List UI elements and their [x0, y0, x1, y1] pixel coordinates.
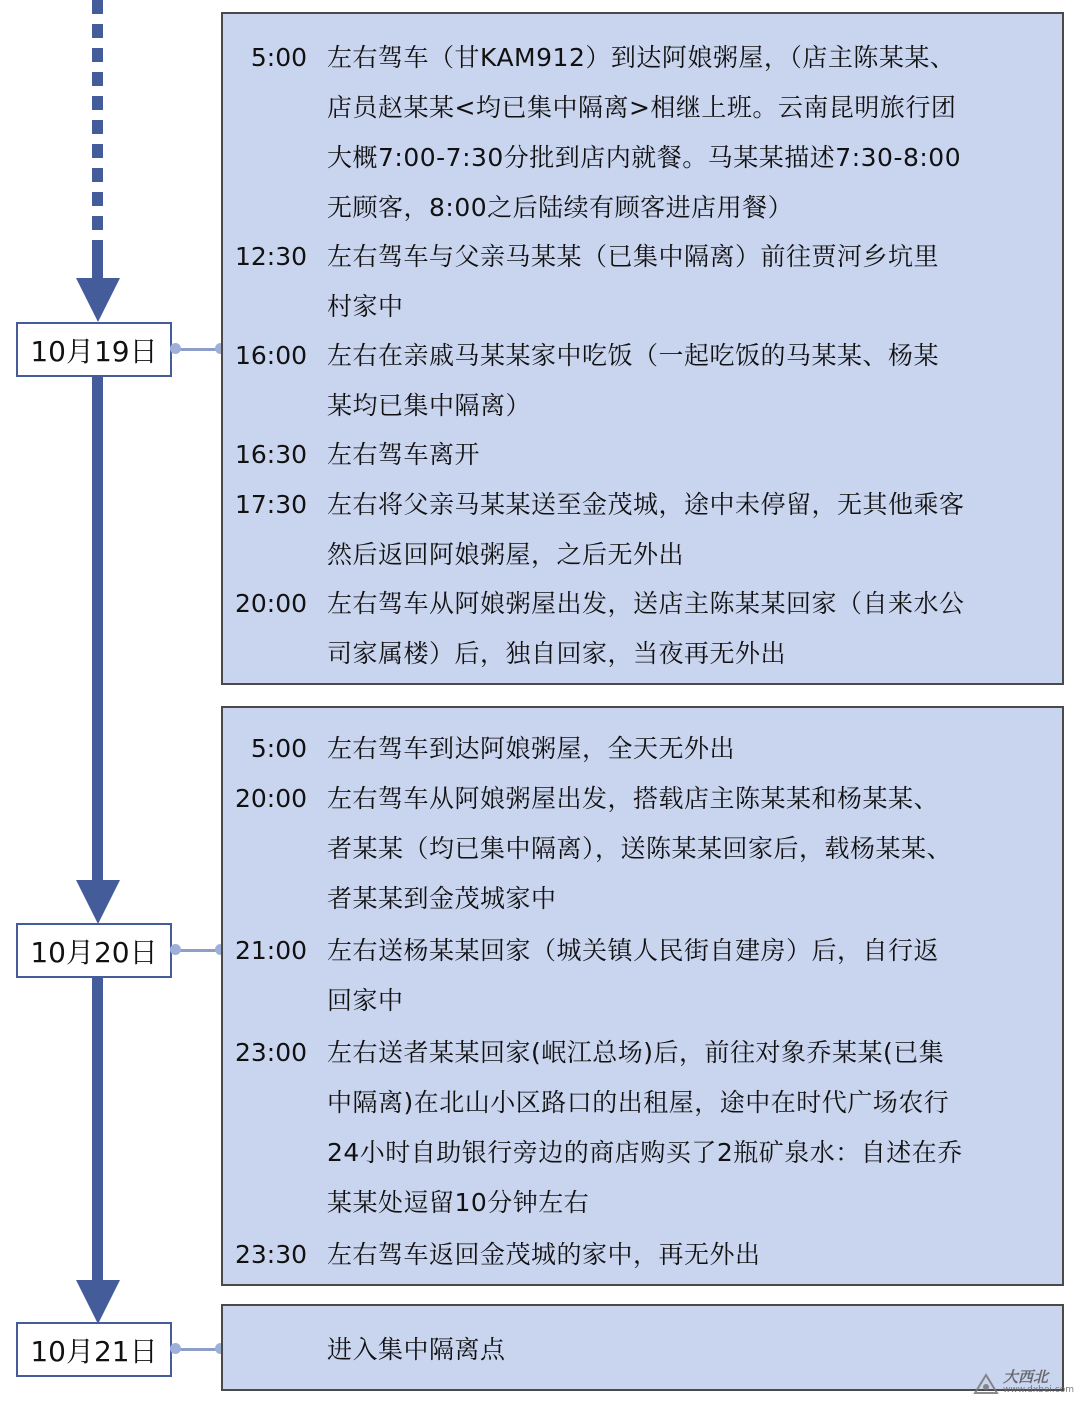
timeline-arrow-3 — [76, 1280, 120, 1324]
timeline-dashed-segment — [92, 0, 103, 252]
event-time: 20:00 — [234, 589, 307, 618]
date-label-oct-21: 10月21日 — [16, 1322, 172, 1377]
event-description: 左右送杨某某回家（城关镇人民街自建房）后，自行返 回家中 — [327, 936, 940, 1015]
event-description: 进入集中隔离点 — [327, 1335, 506, 1364]
event-description: 左右驾车（甘KAM912）到达阿娘粥屋，（店主陈某某、 店员赵某某<均已集中隔离>相继上班。云南昆明旅行团 大概7:00-7:30分批到店内就餐。马某某描述7:30-8:00 无顾客，8:00之后陆续有顾客进店用餐） — [327, 43, 962, 222]
event-description: 左右送者某某回家(岷江总场)后，前往对象乔某某(已集 中隔离)在北山小区路口的出租屋，途中在时代广场农行 24小时自助银行旁边的商店购买了2瓶矿泉水：自述在乔 某某处逗留10分钟左右 — [327, 1038, 963, 1217]
watermark-url: www.dxbei.com — [1003, 1385, 1074, 1395]
watermark-name: 大西北 — [1003, 1368, 1049, 1386]
event-time: 17:30 — [234, 490, 307, 519]
connector-oct-19 — [174, 348, 222, 351]
event-time: 16:00 — [234, 341, 307, 370]
watermark — [973, 1369, 1074, 1395]
event-description: 左右将父亲马某某送至金茂城，途中未停留，无其他乘客 然后返回阿娘粥屋，之后无外出 — [327, 490, 965, 569]
date-label-oct-20: 10月20日 — [16, 923, 172, 978]
connector-oct-20 — [174, 949, 222, 952]
events-panel-oct-21 — [221, 1304, 1064, 1391]
event-description: 左右驾车返回金茂城的家中，再无外出 — [327, 1240, 761, 1269]
timeline-arrow-1 — [76, 278, 120, 322]
event-time: 20:00 — [234, 784, 307, 813]
event-time: 16:30 — [234, 440, 307, 469]
watermark-logo-icon — [973, 1373, 999, 1395]
event-time: 12:30 — [234, 242, 307, 271]
event-description: 左右驾车从阿娘粥屋出发，送店主陈某某回家（自来水公 司家属楼）后，独自回家，当夜再无外出 — [327, 589, 965, 668]
timeline-spine-2 — [92, 376, 103, 886]
event-description: 左右驾车到达阿娘粥屋，全天无外出 — [327, 734, 736, 763]
event-description: 左右驾车从阿娘粥屋出发，搭载店主陈某某和杨某某、 者某某（均已集中隔离），送陈某某回家后，载杨某某、 者某某到金茂城家中 — [327, 784, 953, 913]
event-description: 左右驾车与父亲马某某（已集中隔离）前往贾河乡坑里 村家中 — [327, 242, 940, 321]
events-panel-oct-19 — [221, 12, 1064, 685]
connector-oct-21 — [174, 1348, 222, 1351]
events-panel-oct-20 — [221, 706, 1064, 1286]
event-time: 5:00 — [250, 734, 307, 763]
event-description: 左右驾车离开 — [327, 440, 481, 469]
event-time: 23:30 — [234, 1240, 307, 1269]
event-time: 21:00 — [234, 936, 307, 965]
date-label-oct-19: 10月19日 — [16, 322, 172, 377]
event-time: 5:00 — [250, 43, 307, 72]
event-time: 23:00 — [234, 1038, 307, 1067]
timeline-spine-3 — [92, 978, 103, 1288]
event-description: 左右在亲戚马某某家中吃饭（一起吃饭的马某某、杨某 某均已集中隔离） — [327, 341, 940, 420]
timeline-arrow-2 — [76, 880, 120, 924]
